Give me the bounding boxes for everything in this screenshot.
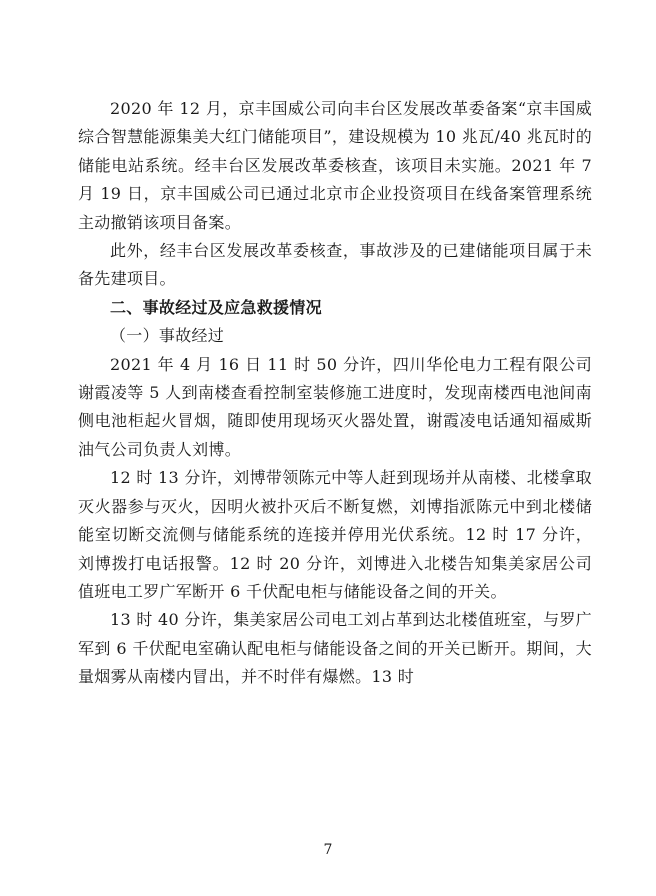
paragraph-filing-record: 2020 年 12 月，京丰国威公司向丰台区发展改革委备案“京丰国威综合智慧能源集美大红门储能项目”，建设规模为 10 兆瓦/40 兆瓦时的储能电站系统。经丰台区发展改革委核查，该项目未实施。2021 年 7 月 19 日，京丰国威公司已通过北京市企业投资项目在线备案管理系统主动撤销该项目备案。 xyxy=(78,99,592,232)
paragraph-switch-confirmation: 13 时 40 分许，集美家居公司电工刘占革到达北楼值班室，与罗广军到 6 千伏配电室确认配电柜与储能设备之间的开关已断开。期间，大量烟雾从南楼内冒出，并不时伴有爆燃。13 时 xyxy=(78,610,592,687)
subsection-heading: （一）事故经过 xyxy=(110,326,225,346)
page-number: 7 xyxy=(323,842,333,858)
paragraph-firefighting: 12 时 13 分许，刘博带领陈元中等人赶到现场并从南楼、北楼拿取灭火器参与灭火，因明火被扑灭后不断复燃，刘博指派陈元中到北楼储能室切断交流侧与储能系统的连接并停用光伏系统。12 时 17 分许，刘博拨打电话报警。12 时 20 分许，刘博进入北楼告知集美家居公司值班电工罗广军断开 6 千伏配电柜与储能设备之间的开关。 xyxy=(78,468,592,601)
paragraph-unfiled-project: 此外，经丰台区发展改革委核查，事故涉及的已建储能项目属于未备先建项目。 xyxy=(78,241,592,289)
document-body xyxy=(78,95,592,692)
section-heading: 二、事故经过及应急救援情况 xyxy=(110,297,322,317)
paragraph-incident-discovery: 2021 年 4 月 16 日 11 时 50 分许，四川华伦电力工程有限公司谢霞凌等 5 人到南楼查看控制室装修施工进度时，发现南楼西电池间南侧电池柜起火冒烟，随即使用现场灭火器处置，谢霞凌电话通知福威斯油气公司负责人刘博。 xyxy=(78,354,592,459)
